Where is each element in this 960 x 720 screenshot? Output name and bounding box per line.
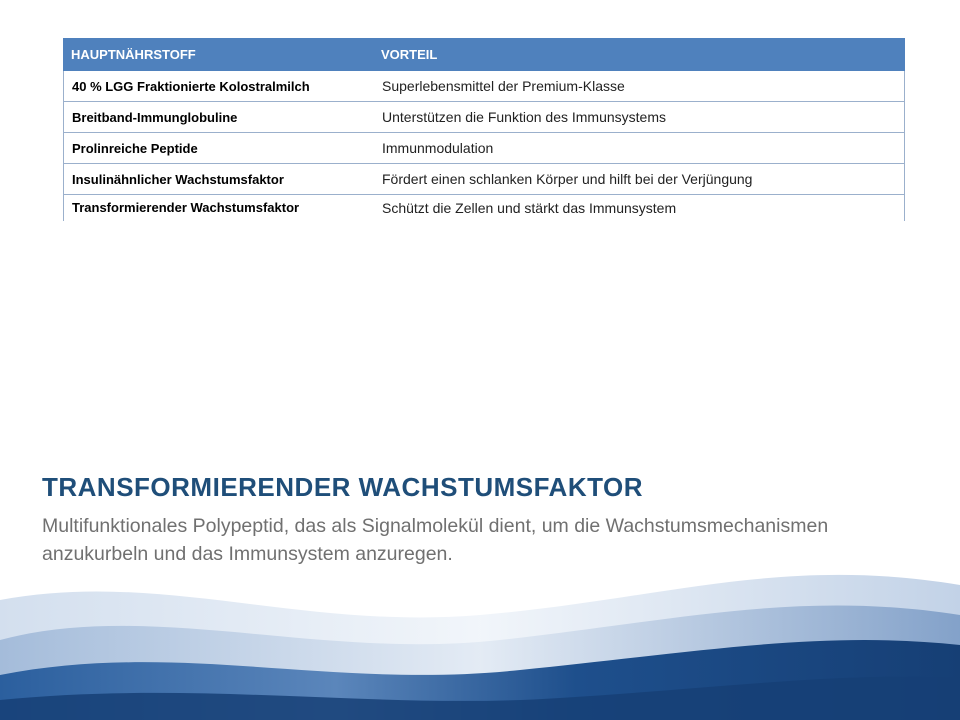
table-row	[63, 164, 905, 195]
nutrient-cell: Breitband-Immunglobuline	[72, 109, 238, 125]
table-row	[63, 133, 905, 164]
section-description: Multifunktionales Polypeptid, das als Signalmolekül dient, um die Wachstumsmechanismen anzukurbeln und das Immunsystem anzuregen.	[42, 515, 829, 565]
benefit-cell: Superlebensmittel der Premium-Klasse	[382, 78, 625, 94]
nutrient-cell: Prolinreiche Peptide	[72, 140, 198, 156]
nutrient-cell: 40 % LGG Fraktionierte Kolostralmilch	[72, 78, 310, 94]
nutrient-table	[63, 38, 905, 221]
table-row	[63, 102, 905, 133]
benefit-cell: Unterstützen die Funktion des Immunsystems	[382, 109, 667, 125]
table-header-row	[63, 38, 905, 71]
header-benefit: VORTEIL	[381, 47, 438, 62]
benefit-cell: Immunmodulation	[382, 140, 494, 156]
nutrient-cell: Transformierender Wachstumsfaktor	[72, 200, 300, 215]
benefit-cell: Fördert einen schlanken Körper und hilft bei der Verjüngung	[382, 171, 753, 187]
table-row	[63, 195, 905, 221]
table-row	[63, 71, 905, 102]
decorative-waves	[0, 560, 960, 720]
header-nutrient: HAUPTNÄHRSTOFF	[71, 47, 196, 62]
nutrient-cell: Insulinähnlicher Wachstumsfaktor	[72, 171, 284, 187]
benefit-cell: Schützt die Zellen und stärkt das Immunsystem	[382, 200, 677, 216]
section-title: TRANSFORMIERENDER WACHSTUMSFAKTOR	[42, 472, 644, 502]
